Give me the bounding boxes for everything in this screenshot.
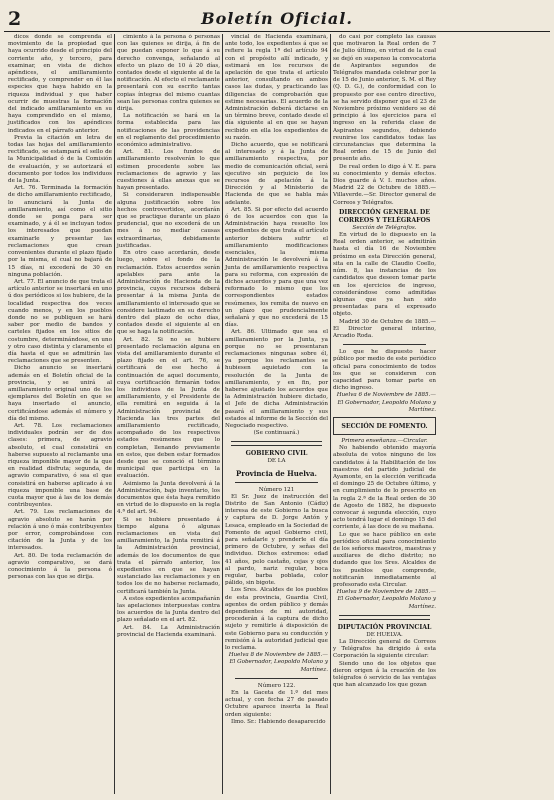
section-heading-province: Provincia de Huelva.: [236, 468, 317, 478]
paragraph: Art. 86. Ultimado que sea el amillaramiento por la Junta, ya porque no se presentaran reclamaciones ningunas sobre él, ya porque los reclamantes se hubiesen aquietado con la resolución de la Junta de amillaramiento, y en fin, por haberse ajustado los acuerdos que la Administración hubiere dictado, el Jefe de dicha Administración pasará el amillaramiento y sus estados al informe de la Sección del Negociado respectivo.: [225, 329, 328, 429]
section-subheading: Primera enseñanza.—Circular.: [341, 437, 428, 444]
section-heading: GOBIERNO CIVIL: [245, 450, 308, 458]
text-columns: [6, 34, 548, 794]
paragraph: No habiendo obtenido mayoría absoluta de votos ninguno de los candidatos á la Habilitación de los maestros del partido judicial de Ayamonte, en la elección verificada el domingo 25 de Octubre último, y en cumplimiento de lo prescrito en la regla 2.ª de la Real orden de 30 de Agosto de 1882, he dispuesto convocar á segunda elección, cuyo acto tendrá lugar el domingo 15 del corriente, á las doce de su mañana.: [333, 445, 436, 531]
paragraph: Madrid 30 de Octubre de 1885.—El Director general interino, Arcadio Roda.: [333, 318, 436, 339]
paragraph: Ilmo. Sr.: Habiendo desaparecido: [231, 718, 326, 725]
continuation-note: (Se continuará.): [253, 430, 300, 437]
paragraph: El Sr. Juez de instrucción del Distrito de San Antonio (Cádiz) interesa de este Gobierno la busca y captura de D. Jorge Antón y Lesaca, empleado en la Sociedad de Fomento de aquel Gobierno civil, para señalarle y prenderle el día primero de Octubre, y señas del individuo. Dichos extremos: edad 41 años, pelo castaño, cejas y ojos al pardo, nariz regular, boca regular, barba poblada, color pálido, sin bigote.: [225, 493, 328, 587]
paragraph: A estos expedientes acompañarán las apelaciones interpuestas contra los acuerdos de la Junta dentro del plazo señalado en el art. 82.: [117, 595, 220, 624]
column-3: [222, 34, 330, 794]
section-box: [333, 417, 436, 435]
paragraph: Art. 82. Si no se hubiere presentado reclamación alguna en vista del amillaramiento durante el plazo fijado en el art. 76, se certificará de ese hecho á continuación de aquel documento, cuya certificación firmarán todos los individuos de la Junta de amillaramiento, y el Presidente de ella remitirá en seguida á la Administración provincial de Hacienda las tres partes del amillaramiento rectificado, acompañado de los respectivos estados resúmenes que lo completan, llenando previamente en estos, que deben estar formados desde que se conoció el término municipal que participa en la evaluación.: [117, 336, 220, 480]
paragraph: Lo que se hace público en este periódico oficial para conocimiento de los señores maestros, maestras y auxiliares de dicho distrito; no dudando que los Sres. Alcaldes de los pueblos que comprende, notificarán inmediatamente al profesorado esta Circular.: [333, 531, 436, 589]
paragraph: Art. 80. De toda reclamación de agravio comparativo, se dará conocimiento á la persona ó personas con las que se dirija.: [8, 552, 112, 581]
paragraph: Art. 85. Si por efecto del acuerdo ó de los acuerdos con que la Administración haya resuelto los expedientes de que trata el artículo anterior debiera sufrir el amillaramiento modificaciones esenciales, la misma Administración le devolverá á la Junta de amillaramiento respectiva para su reforma, con expresión de dichos acuerdos y para que una vez reformado lo mismo que los correspondientes estados resúmenes, los remita de nuevo en un plazo que prudencialmente señalará y que no excederá de 15 días.: [225, 206, 328, 329]
paragraph: La notificación se hará en la forma establecida para las notificaciones de las providencias en el reglamento del procedimiento económico administrativo.: [117, 113, 220, 149]
paragraph: Previa la citación en letra de todas las hojas del amillaramiento rectificado, se estampará el sello de la Municipalidad ó de la Comisión de evaluación, y se autorizará el documento por todos los individuos de la Junta.: [8, 134, 112, 185]
section-subheading: Sección de Telégrafos.: [352, 224, 417, 231]
paragraph: De real orden lo digo á V. E. para su conocimiento y demás efectos. Dios guarde á V. I. muchos años. Madrid 22 de Octubre de 1885.—Villaverde.—Sr. Director general de Correos y Telégrafos.: [333, 163, 436, 206]
page-number: 2: [8, 8, 22, 30]
paragraph: Si consideraren indispensable alguna justificación sobre los hechos controvertidos, acordarán que se practique durante un plazo prudencial, que no excederá de un mes á no mediar causas extraordinarias, debidamente justificadas.: [117, 192, 220, 249]
paragraph: Art. 79. Los reclamaciones de agravio absoluto se harán por relación á uno ó más contribuyentes por error, comprobándose con citación de la Junta y de los interesados.: [8, 509, 112, 552]
paragraph: En la Gaceta de 1.º del mes actual, y con fecha 27 de pasado Octubre aparece inserta la Real orden siguiente:: [225, 690, 328, 718]
paragraph: dicos donde se comprenda el movimiento de la propiedad que haya ocurrido desde el principio del corriente año, y tercero, para examinar, en vista de dichos apéndices, el amillaramiento rectificado, y comprender en él las especies que haya habido en la riqueza individual y que haber ocurrir de muestras la formación del indicado amillaramiento en su haya comprendido en el mismo, justificados con los apéndices indicados en el párrafo anterior.: [8, 34, 112, 134]
notice-number: Número 121: [258, 486, 295, 493]
section-divider: [339, 615, 430, 620]
paragraph: Dicho anuncio se insertará además en el Boletín oficial de la provincia, y se unirá al amillaramiento original uno de los ejemplares del Boletín en que se haya insertado el anuncio, certificándose además el número y día del mismo.: [8, 365, 112, 422]
paragraph: En virtud de lo dispuesto en la Real orden anterior, se admitirán hasta el día 16 de Noviembre próximo en esta Dirección general, sita en la calle de Claudio Coello, núm. 8, las instancias de los candidatos que deseen tomar parte en los ejercicios de ingreso, considerándose como admitidas algunas que ya han sido presentadas para el expresado objeto.: [333, 232, 436, 318]
column-2: [114, 34, 222, 794]
paragraph: vincial de Hacienda examinará, ante todo, los expedientes á que se refiere la regla 1ª del artículo 94 con el propósito allí indicado, y estimará en los recursos de apelación de que trata el artículo anterior, consultando en ambos casos las dudas, y practicando las diligencias de comprobación que estime necesarias. El acuerdo de la Administración deberá dictarse en un término breve, contado desde el día siguiente al en que se hayan recibido en ella los expedientes de su razón.: [225, 34, 328, 141]
paragraph: La Dirección general de Correos y Telégrafos ha dirigido á esta Corporación la siguiente circular:: [333, 639, 436, 660]
divider: [235, 482, 318, 483]
section-heading: DIRECCIÓN GENERAL DE CORREOS Y TELÉGRAFOS: [338, 208, 431, 224]
paragraph: Lo que he dispuesto hacer público por medio de este periódico oficial para conocimiento de todos los que se consideren con capacidad para tomar parte en dicho ingreso.: [333, 349, 436, 392]
signature: Huelva 8 de Noviembre de 1885.—El Gobernador, Leopoldo Molano y Martínez.: [228, 652, 328, 673]
section-subheading: DE LA: [267, 458, 286, 465]
paragraph: Art. 78. Los reclamaciones individuales podrán ser de dos clases: primera, de agravio absoluto, el cual consistirá en haberse supuesto al reclamante una riqueza imponible mayor de la que en realidad disfruta; segunda, de agravio comparativo, ó sea el que consistirá en haberse aplicado á su riqueza imponible una base de cuota mayor que á las de los demás contribuyentes.: [8, 422, 112, 509]
paragraph: Art. 77. El anuncio de que trata el artículo anterior se insertará en uno ú dos periódicos si los hubiere, de la localidad respectiva dos veces cuando menos, y en los pueblos donde no se publiquen se hará saber por medio de bandos y carteles fijados en los sitios de costumbre, determinándose, en uno y otro caso distinta y claramente el día hasta el que se admitirán las reclamaciones que se presenten.: [8, 278, 112, 365]
section-heading: SECCIÓN DE FOMENTO.: [341, 422, 428, 430]
signature: Huelva 6 de Noviembre de 1885.—El Gobernador, Leopoldo Molano y Martínez.: [336, 392, 436, 413]
section-divider: [231, 441, 322, 446]
page-header: [6, 8, 548, 30]
paragraph: Art. 76. Terminada la formación de dicho amillaramiento rectificado, lo anunciará la Junta de amillaramiento, así como el sitio donde se ponga para ser examinado, y á él se incluyan todos los interesados que puedan examinarle y presentar las reclamaciones que crean convenientes durante el plazo fijado por la misma, el cual no bajará de 15 días, ni excederá de 30 en ninguna población.: [8, 185, 112, 278]
signature: Huelva 9 de Noviembre de 1885.—El Gobernador, Leopoldo Molano y Martínez.: [336, 589, 436, 610]
section-heading: DIPUTACIÓN PROVINCIAL: [337, 623, 432, 631]
section-subheading: DE HUELVA.: [366, 631, 403, 638]
divider: [343, 344, 426, 345]
paragraph: Art. 81. Los fundos de amillaramiento resolverán lo que estimen procedente sobre las reclamaciones de agravio y las cuestiones á ellas anexas que se hayan presentado.: [117, 149, 220, 192]
paragraph: do casi por completo las causas que motivaron la Real orden de 7 de Julio último, en virtud de la cual se dejó en suspenso la convocatoria de Aspirantes segundos de Telégrafos mandada celebrar por la de 15 de Junio anterior, S. M. el Rey (Q. D. G.), de conformidad con lo propuesto por ese centro directivo, se ha servido disponer que el 23 de Noviembre próximo venidero se dé principio á los ejercicios para el ingreso en la referida clase de Aspirantes segundos, debiendo reunirse los candidatos todas las circunstancias que determina la Real orden de 15 de Junio del presente año.: [333, 34, 436, 163]
masthead-title: Boletín Oficial.: [201, 9, 353, 28]
paragraph: Si se hubiere presentado á tiempo alguna ó algunas reclamaciones en vista del amillaramiento, la Junta remitirá á la Administración provincial, además de los documentos de que trata el párrafo anterior, los expedientes en que se hayan sustanciado las reclamaciones y en todos los de no haberse reclamado, certificará también la Junta.: [117, 516, 220, 595]
divider: [235, 678, 318, 679]
paragraph: Dicho acuerdo, que se notificará al interesado y á la Junta de amillaramiento respectiva, por medio de comunicación oficial, será ejecutivo sin perjuicio de los recursos de apelación á la Dirección y al Ministerio de Hacienda de que se habla más adelante.: [225, 142, 328, 206]
paragraph: Asimismo la Junta devolverá á la Administración, bajo inventario, los documentos que ésta haya remitido en virtud de lo dispuesto en la regla 4.ª del art. 94.: [117, 480, 220, 516]
paragraph: Los Sres. Alcaldes de los pueblos de esta provincia, Guardia Civil, agentes de orden público y demás dependientes de mi autoridad, procederán á la captura de dicho sujeto y remitirle á disposición de este Gobierno para su conducción y remisión á la autoridad judicial que lo reclama.: [225, 587, 328, 652]
paragraph: Siendo uno de los objetos que dieron origen á la creación de los telégrafos ó servicio de las ventajas que han alcanzado los que gozan: [333, 660, 436, 689]
column-1: [6, 34, 114, 794]
paragraph: En otro caso acordarán, desde luego, sobre el fondo de la reclamación. Estos acuerdos serán apelables para ante la Administración de Hacienda de la provincia, cuyos recursos deberá presentar á la misma Junta de amillaramiento el interesado que se considere lastimado en su derecho dentro del plazo de ocho días, contados desde el siguiente al en que se haga la notificación.: [117, 250, 220, 336]
header-rule: [4, 31, 550, 32]
paragraph: cimiento á la persona ó personas con las quienes se dirija, á fin de que puedan exponer lo que á su derecho convenga, señalando al efecto un plazo de 10 á 20 días, contados desde el siguiente al de la notificación. Al efecto el reclamante presentará con su escrito tantas copias íntegras del mismo cuantas sean las personas contra quienes se dirija.: [117, 34, 220, 113]
column-4: [330, 34, 438, 794]
notice-number: Número 122.: [257, 682, 296, 689]
paragraph: Art. 84. La Administración provincial de Hacienda examinará.: [117, 624, 220, 638]
